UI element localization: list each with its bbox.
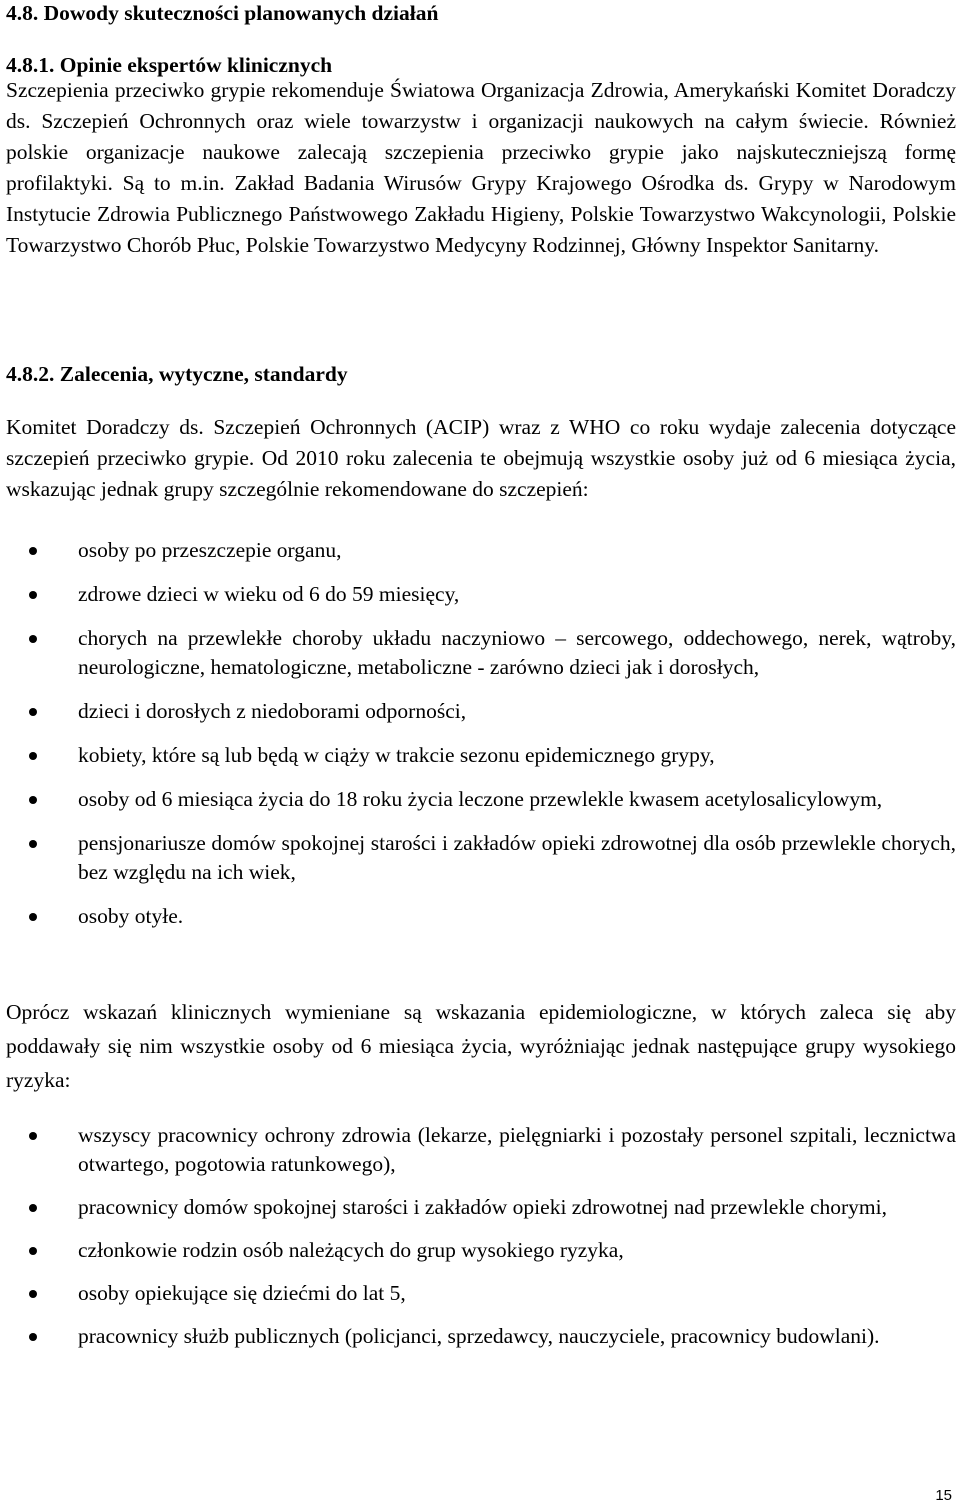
subsection-heading-expert-opinions: 4.8.1. Opinie ekspertów klinicznych — [6, 53, 333, 77]
paragraph-expert-opinions: Szczepienia przeciwko grypie rekomenduje Światowa Organizacja Zdrowia, Amerykański Komitet Doradczy ds. Szczepień Ochronnych oraz wiele towarzystw i organizacji naukowych na całym świecie. Również polskie organizacje naukowe zalecają szczepienia przeciwko grypie jako najskuteczniejszą formę profilaktyki. Są to m.in. Zakład Badania Wirusów Grypy Krajowego Ośrodka ds. Grypy w Narodowym Instytucie Zdrowia Publicznego Państwowego Zakładu Higieny, Polskie Towarzystwo Wakcynologii, Polskie Towarzystwo Chorób Płuc, Polskie Towarzystwo Medycyny Rodzinnej, Główny Inspektor Sanitarny. — [6, 78, 956, 257]
list-item: dzieci i dorosłych z niedoborami odporności, — [6, 697, 956, 726]
paragraph-recommendations: Komitet Doradczy ds. Szczepień Ochronnych (ACIP) wraz z WHO co roku wydaje zalecenia dotyczące szczepień przeciwko grypie. Od 2010 roku zalecenia te obejmują wszystkie osoby już od 6 miesiąca życia, wskazując jednak grupy szczególnie rekomendowane do szczepień: — [6, 415, 956, 501]
list-item: osoby opiekujące się dziećmi do lat 5, — [6, 1279, 956, 1308]
list-item: osoby otyłe. — [6, 902, 956, 931]
list-item: pracownicy służb publicznych (policjanci, sprzedawcy, nauczyciele, pracownicy budowlani). — [6, 1322, 956, 1351]
list-item: pensjonariusze domów spokojnej starości i zakładów opieki zdrowotnej dla osób przewlekle chorych, bez względu na ich wiek, — [6, 829, 956, 887]
list-item: zdrowe dzieci w wieku od 6 do 59 miesięcy, — [6, 580, 956, 609]
paragraph-epidemiological: Oprócz wskazań klinicznych wymieniane są wskazania epidemiologiczne, w których zaleca się aby poddawały się nim wszystkie osoby od 6 miesiąca życia, wyróżniając jednak następujące grupy wysokiego ryzyka: — [6, 1000, 956, 1092]
subsection-heading-recommendations: 4.8.2. Zalecenia, wytyczne, standardy — [6, 362, 348, 386]
list-item: chorych na przewlekłe choroby układu naczyniowo – sercowego, oddechowego, nerek, wątroby, neurologiczne, hematologiczne, metaboliczne - zarówno dzieci jak i dorosłych, — [6, 624, 956, 682]
list-item: kobiety, które są lub będą w ciąży w trakcie sezonu epidemicznego grypy, — [6, 741, 956, 770]
list-item: osoby po przeszczepie organu, — [6, 536, 956, 565]
section-heading: 4.8. Dowody skuteczności planowanych działań — [6, 1, 439, 25]
list-item: pracownicy domów spokojnej starości i zakładów opieki zdrowotnej nad przewlekle chorymi, — [6, 1193, 956, 1222]
recommended-groups-list — [6, 536, 956, 931]
list-item: członkowie rodzin osób należących do grup wysokiego ryzyka, — [6, 1236, 956, 1265]
list-item: osoby od 6 miesiąca życia do 18 roku życia leczone przewlekle kwasem acetylosalicylowym, — [6, 785, 956, 814]
high-risk-groups-list — [6, 1121, 956, 1351]
list-item: wszyscy pracownicy ochrony zdrowia (lekarze, pielęgniarki i pozostały personel szpitali, lecznictwa otwartego, pogotowia ratunkowego), — [6, 1121, 956, 1179]
page-number: 15 — [935, 1487, 952, 1504]
